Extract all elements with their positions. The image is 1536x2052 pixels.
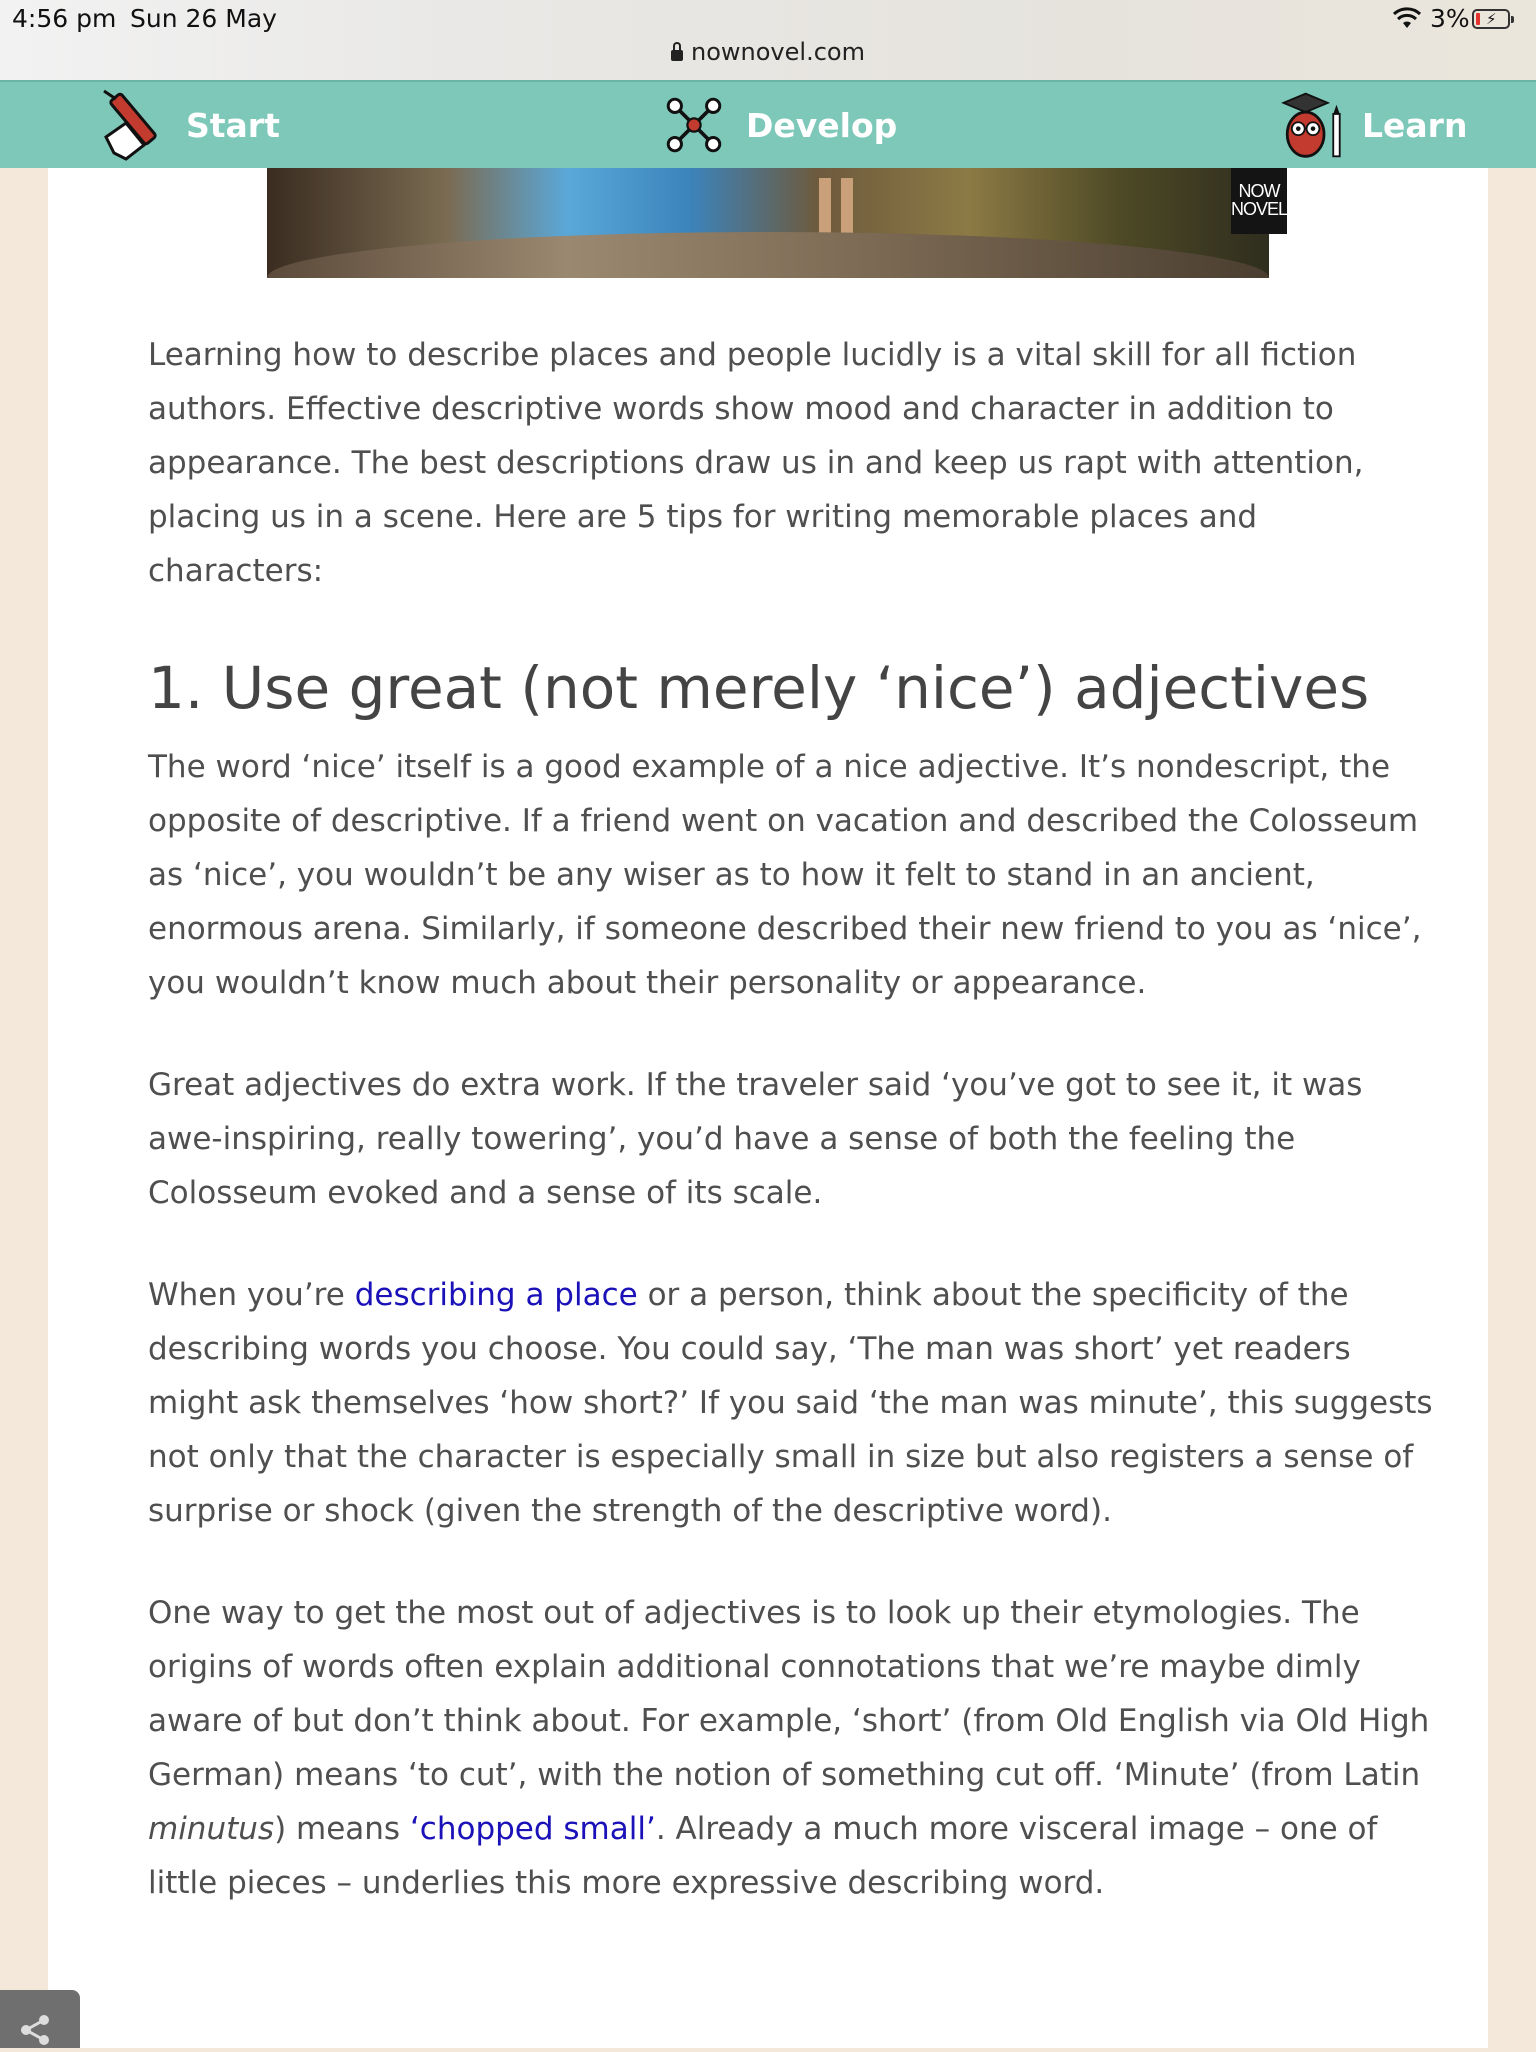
section-heading: 1. Use great (not merely ‘nice’) adjectives: [148, 654, 1370, 722]
lock-icon: [671, 50, 683, 61]
address-url: nownovel.com: [691, 38, 865, 66]
paragraph-nice: The word ‘nice’ itself is a good example of a nice adjective. It’s nondescript, the opposite of descriptive. If a friend went on vacation and described the Colosseum as ‘nice’, you wouldn’t be any wiser as to how it felt to stand in an ancient, enormous arena. Similarly, if someone described their new friend to you as ‘nice’, you wouldn’t know much about their personality or appearance.: [148, 749, 1422, 1001]
status-date: Sun 26 May: [130, 4, 277, 33]
article-body: [148, 328, 1438, 1958]
text-span: One way to get the most out of adjectives is to look up their etymologies. The origins of words often explain additional connotations that we’re maybe dimly aware of but don’t think about. For example, ‘short’ (from Old English via Old High German) means ‘to cut’, with the notion of something cut off. ‘Minute’ (from Latin: [148, 1595, 1430, 1793]
nav-develop-label: Develop: [746, 105, 898, 145]
status-time: 4:56 pm: [12, 4, 117, 33]
nav-start-label: Start: [186, 105, 280, 145]
article-page: [48, 168, 1488, 2048]
text-span: When you’re: [148, 1277, 355, 1313]
paragraph-great-adjectives: Great adjectives do extra work. If the traveler said ‘you’ve got to see it, it was awe-inspiring, really towering’, you’d have a sense of both the feeling the Colosseum evoked and a sense of its scale.: [148, 1067, 1363, 1211]
text-span: . Already a much more visceral image – one of little pieces – underlies this more expressive describing word.: [148, 1811, 1378, 1901]
hero-image: [267, 168, 1288, 278]
status-bar: [0, 0, 1536, 80]
now-novel-badge: [1231, 168, 1287, 234]
share-icon: [0, 1990, 80, 2048]
describing-a-place-link[interactable]: describing a place: [354, 1277, 638, 1313]
pencil-hand-icon: [96, 87, 172, 163]
italic-term: minutus: [148, 1811, 275, 1847]
nav-start[interactable]: [96, 82, 280, 168]
intro-paragraph: Learning how to describe places and people lucidly is a vital skill for all fiction authors. Effective descriptive words show mood and character in addition to appearance. The best descriptions draw us in and keep us rapt with attention, placing us in a scene. Here are 5 tips for writing memorable places and characters:: [148, 337, 1364, 589]
text-span: ) means: [274, 1811, 410, 1847]
paragraph-specificity: [148, 1268, 1438, 1538]
badge-line-2: NOVEL: [1231, 199, 1288, 219]
network-nodes-icon: [666, 97, 722, 153]
text-span: or a person, think about the specificity of the describing words you choose. You could say, ‘The man was short’ yet readers might ask themselves ‘how short?’ If you said ‘the man was minute’, this suggests not only that the character is especially small in size but also registers a sense of surprise or shock (given the strength of the descriptive word).: [148, 1277, 1433, 1529]
owl-graduate-icon: [1278, 87, 1348, 163]
floating-tab-handle[interactable]: [0, 1990, 80, 2048]
paragraph-etymology: [148, 1586, 1438, 1910]
battery-icon: ⚡: [1472, 9, 1510, 29]
wifi-icon: [1392, 8, 1422, 30]
site-nav: [0, 80, 1536, 168]
badge-line-1: NOW: [1238, 181, 1280, 201]
nav-develop[interactable]: [666, 82, 897, 168]
address-bar[interactable]: [0, 38, 1536, 66]
nav-learn-label: Learn: [1362, 105, 1468, 145]
nav-learn[interactable]: [1278, 82, 1467, 168]
chopped-small-link[interactable]: ‘chopped small’: [409, 1811, 656, 1847]
battery-percent: 3%: [1430, 4, 1470, 33]
